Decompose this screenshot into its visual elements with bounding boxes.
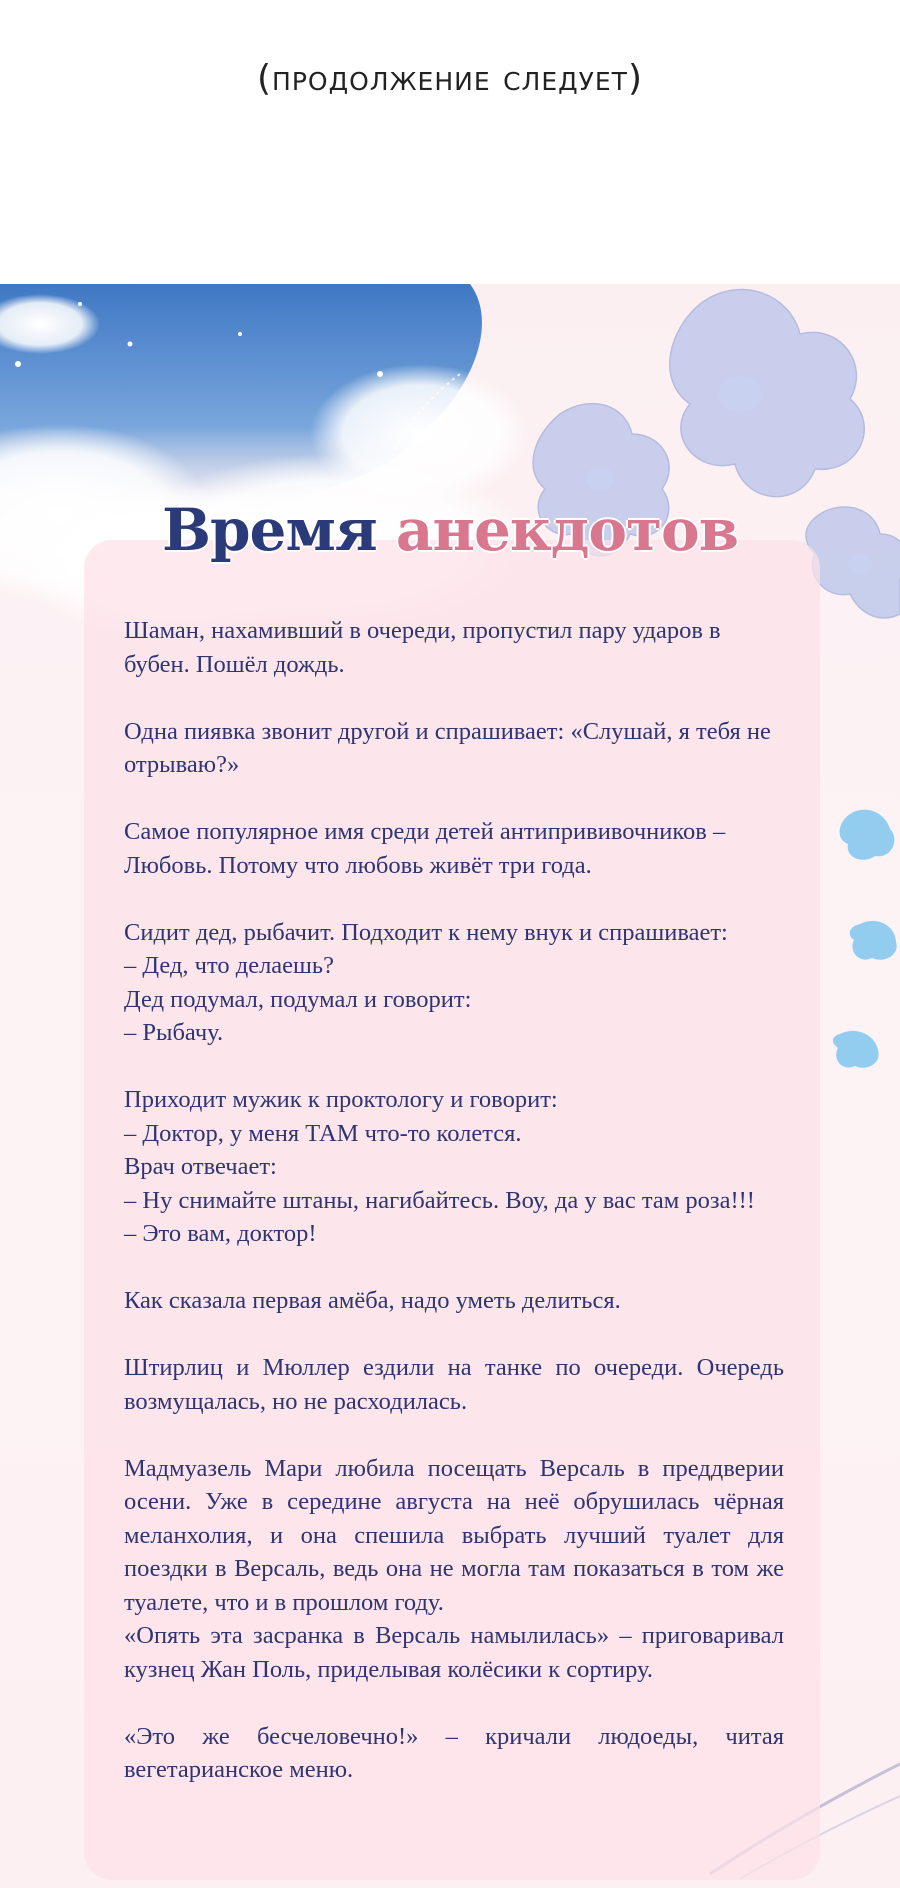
joke-line: Дед подумал, подумал и говорит: — [124, 985, 472, 1013]
joke-line: Мадмуазель Мари любила посещать Версаль в преддверии осени. Уже в середине августа на неё обрушилась чёрная меланхолия, и она спешила выбрать лучший туалет для поездки в Версаль, ведь она не могла там показаться в том же туалете, что и в прошлом году. — [124, 1454, 784, 1616]
joke-line: – Дед, что делаешь? — [124, 952, 334, 979]
joke-paragraph — [124, 1720, 784, 1787]
joke-paragraph — [124, 614, 784, 681]
joke-line: «Это же бесчеловечно!» – кричали людоеды, читая вегетарианское меню. — [124, 1722, 784, 1783]
title-word-jokes: анекдотов — [395, 496, 738, 564]
joke-line: Самое популярное имя среди детей антипрививочников – Любовь. Потому что любовь живёт три года. — [124, 818, 726, 879]
joke-line: Штирлиц и Мюллер ездили на танке по очереди. Очередь возмущалась, но не расходилась. — [124, 1354, 784, 1415]
joke-line: – Рыбачу. — [124, 1019, 224, 1046]
joke-paragraph — [124, 1284, 784, 1318]
joke-line: Как сказала первая амёба, надо уметь делиться. — [124, 1287, 621, 1314]
joke-paragraph — [124, 715, 784, 782]
joke-line: Приходит мужик к проктологу и говорит: — [124, 1086, 558, 1113]
title-word-time: Время — [161, 496, 377, 564]
jokes-panel — [0, 284, 900, 1888]
section-title — [0, 496, 900, 564]
joke-line: «Опять эта засранка в Версаль намылилась» – приговаривал кузнец Жан Поль, приделывая колёсики к сортиру. — [124, 1622, 784, 1683]
joke-paragraph — [124, 815, 784, 882]
joke-line: Сидит дед, рыбачит. Подходит к нему внук и спрашивает: — [124, 918, 728, 946]
joke-paragraph — [124, 1351, 784, 1418]
joke-line: Одна пиявка звонит другой и спрашивает: «Слушай, я тебя не отрываю?» — [124, 717, 771, 778]
to-be-continued-caption: (продолжение следует) — [257, 58, 643, 99]
joke-line: – Это вам, доктор! — [124, 1220, 317, 1247]
joke-line: – Доктор, у меня ТАМ что-то колется. — [124, 1119, 522, 1147]
joke-line: Врач отвечает: — [124, 1153, 277, 1180]
joke-paragraph — [124, 1083, 784, 1251]
joke-line: – Ну снимайте штаны, нагибайтесь. Воу, да у вас там роза!!! — [124, 1186, 755, 1214]
joke-line: Шаман, нахамивший в очереди, пропустил пару ударов в бубен. Пошёл дождь. — [124, 617, 721, 678]
joke-paragraph — [124, 1452, 784, 1687]
joke-paragraph — [124, 916, 784, 1050]
flower-decoration — [820, 804, 900, 1124]
jokes-list — [124, 614, 784, 1820]
